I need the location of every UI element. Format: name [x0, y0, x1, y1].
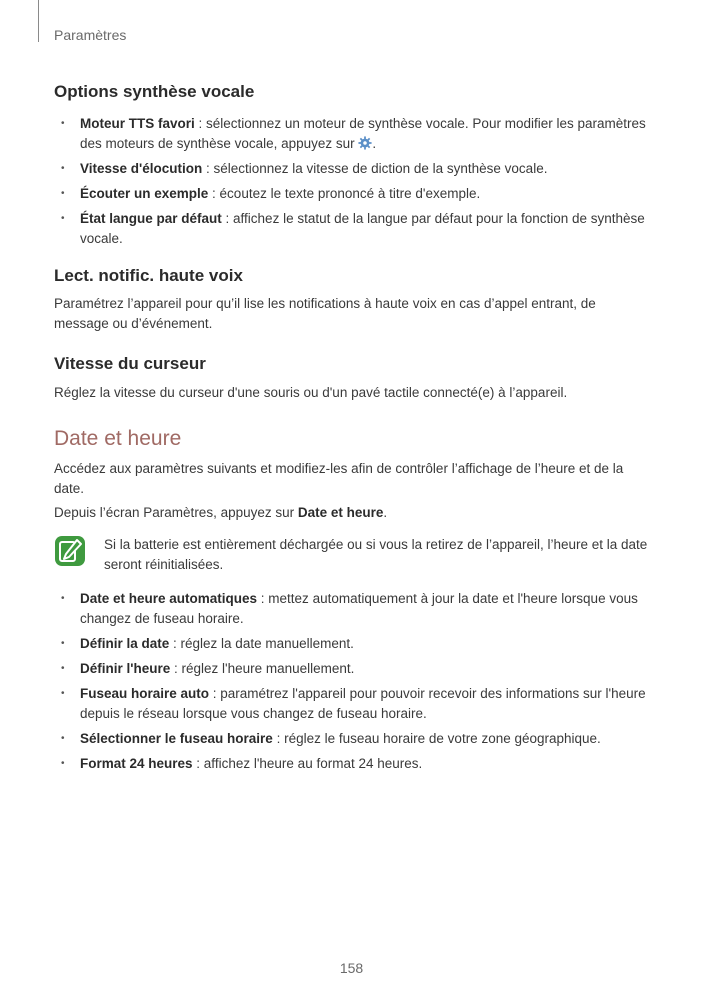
note-pencil-icon [54, 535, 86, 567]
item-text: : mettez automatiquement à jour la date et l'heure lorsque vous changez de fuseau horaire. [80, 591, 638, 626]
list-item [54, 159, 654, 179]
item-term: Définir l'heure [80, 661, 171, 676]
list-item [54, 209, 654, 249]
cursor-heading: Vitesse du curseur [54, 354, 206, 373]
item-end: . [372, 136, 377, 151]
path-prefix: Depuis l’écran Paramètres, appuyez sur [54, 505, 298, 520]
item-term: Vitesse d'élocution [80, 161, 203, 176]
gear-icon [358, 136, 372, 150]
item-text: : affichez le statut de la langue par défaut pour la fonction de synthèse vocale. [80, 211, 645, 246]
item-term: Définir la date [80, 636, 170, 651]
page-content [54, 82, 654, 774]
item-text: : réglez la date manuellement. [169, 636, 354, 651]
page-number: 158 [339, 960, 364, 976]
item-text: : réglez le fuseau horaire de votre zone géographique. [272, 731, 601, 746]
item-term: État langue par défaut [80, 211, 222, 226]
datetime-intro: Accédez aux paramètres suivants et modifiez-les afin de contrôler l’affichage de l’heure et de la date. [54, 461, 624, 496]
list-item [54, 114, 654, 154]
item-term: Date et heure automatiques [80, 591, 258, 606]
item-text: : réglez l'heure manuellement. [170, 661, 355, 676]
header-divider [38, 0, 39, 42]
item-term: Sélectionner le fuseau horaire [80, 731, 273, 746]
datetime-options-list [54, 589, 654, 774]
header-section-title: Paramètres [54, 27, 127, 43]
path-suffix: . [383, 505, 388, 520]
cursor-text: Réglez la vitesse du curseur d'une souris ou d'un pavé tactile connecté(e) à l’appareil. [54, 385, 568, 400]
tts-options-list [54, 114, 654, 249]
item-text: : sélectionnez la vitesse de diction de la synthèse vocale. [202, 161, 548, 176]
notif-text: Paramétrez l’appareil pour qu’il lise les notifications à haute voix en cas d’appel entrant, de message ou d’événement. [54, 296, 596, 331]
note-box [54, 535, 654, 575]
list-item [54, 589, 654, 629]
path-bold: Date et heure [297, 505, 384, 520]
item-term: Fuseau horaire auto [80, 686, 210, 701]
list-item [54, 659, 654, 679]
list-item [54, 729, 654, 749]
item-text: : affichez l'heure au format 24 heures. [192, 756, 423, 771]
item-term: Moteur TTS favori [80, 116, 195, 131]
list-item [54, 754, 654, 774]
datetime-path [54, 503, 654, 523]
notif-heading: Lect. notific. haute voix [54, 266, 243, 285]
note-text: Si la batterie est entièrement déchargée ou si vous la retirez de l’appareil, l’heure et la date seront réinitialisées. [104, 537, 648, 572]
list-item [54, 184, 654, 204]
item-text: : écoutez le texte prononcé à titre d'exemple. [208, 186, 481, 201]
item-text: : sélectionnez un moteur de synthèse vocale. Pour modifier les paramètres des moteurs de synthèse vocale, appuyez sur [80, 116, 646, 151]
item-term: Écouter un exemple [80, 186, 209, 201]
datetime-heading: Date et heure [54, 427, 182, 450]
list-item [54, 684, 654, 724]
list-item [54, 634, 654, 654]
tts-heading: Options synthèse vocale [54, 82, 255, 101]
item-text: : paramétrez l'appareil pour pouvoir recevoir des informations sur l'heure depuis le réseau lorsque vous changez de fuseau horaire. [80, 686, 646, 721]
item-term: Format 24 heures [80, 756, 193, 771]
